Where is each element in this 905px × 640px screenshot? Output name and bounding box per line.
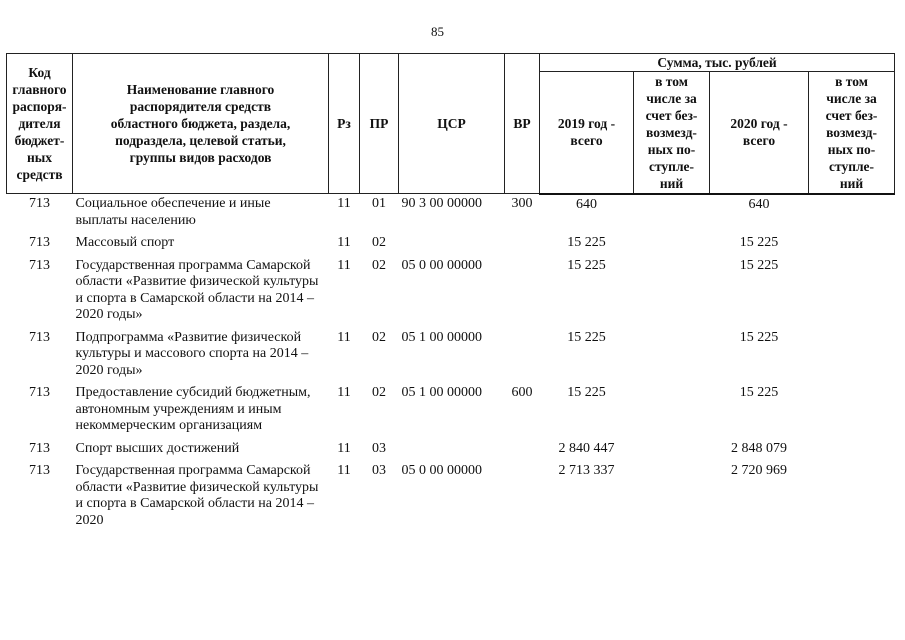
cell-2019-free (634, 439, 710, 462)
cell-name: Спорт высших достижений (75, 440, 240, 456)
cell-2020-free (809, 194, 895, 234)
cell-2019-total: 2 713 337 (558, 463, 615, 478)
cell-2019-free (634, 194, 710, 234)
cell-2019-free (634, 328, 710, 384)
table-row (7, 383, 895, 439)
cell-2020-total: 15 225 (739, 257, 779, 273)
cell-csr (399, 233, 505, 256)
page-number: 85 (431, 24, 444, 39)
cell-code: 713 (29, 440, 50, 456)
header-vr: ВР (505, 54, 540, 194)
cell-name: Государственная программа Самарской области «Развитие физической культуры и спорта в Самарской области на 2014 – 2020 годы» (75, 257, 319, 322)
cell-rz: 11 (337, 235, 351, 250)
cell-vr (505, 439, 540, 462)
table-row (7, 461, 895, 533)
cell-2019-free (634, 233, 710, 256)
cell-2019-free (634, 256, 710, 328)
cell-code: 713 (29, 463, 50, 478)
header-2019-free: в том числе за счет без- возмезд- ных по- ступле- ний (634, 72, 710, 194)
table-row (7, 194, 895, 234)
cell-name: Социальное обеспечение и иные выплаты населению (75, 196, 271, 228)
cell-rz: 11 (337, 440, 351, 456)
cell-pr: 03 (372, 463, 386, 478)
table-row (7, 328, 895, 384)
cell-pr: 02 (372, 235, 386, 250)
cell-rz: 11 (337, 196, 351, 211)
header-2020-total: 2020 год - всего (710, 72, 809, 194)
cell-2020-free (809, 256, 895, 328)
cell-csr: 90 3 00 00000 (401, 196, 482, 211)
cell-2019-total: 2 840 447 (558, 440, 615, 456)
table-row (7, 256, 895, 328)
cell-pr: 02 (372, 257, 386, 273)
cell-2020-total: 15 225 (739, 385, 779, 400)
cell-2019-total: 15 225 (567, 385, 606, 400)
cell-vr: 300 (511, 196, 533, 211)
cell-rz: 11 (337, 257, 351, 273)
header-2019-total: 2019 год - всего (540, 72, 634, 194)
cell-2020-total: 15 225 (739, 235, 779, 250)
header-row-top (7, 54, 895, 72)
cell-code: 713 (29, 329, 50, 345)
cell-name: Подпрограмма «Развитие физической культуры и массового спорта на 2014 – 2020 годы» (75, 329, 309, 378)
cell-code: 713 (29, 235, 50, 250)
cell-vr (505, 328, 540, 384)
cell-2020-total: 2 720 969 (731, 463, 787, 478)
cell-2019-total: 15 225 (567, 257, 606, 273)
cell-vr: 600 (511, 385, 533, 400)
cell-csr: 05 1 00 00000 (401, 385, 482, 400)
cell-2020-free (809, 439, 895, 462)
cell-pr: 02 (372, 329, 386, 345)
cell-2020-total: 2 848 079 (731, 440, 787, 456)
cell-csr: 05 0 00 00000 (401, 257, 482, 273)
cell-rz: 11 (337, 329, 351, 345)
cell-2020-total: 15 225 (739, 329, 779, 345)
cell-name: Массовый спорт (75, 235, 175, 250)
cell-2020-total: 640 (748, 196, 770, 212)
cell-rz: 11 (337, 385, 351, 400)
cell-pr: 02 (372, 385, 386, 400)
cell-csr: 05 1 00 00000 (401, 329, 482, 345)
header-rz: Рз (329, 54, 360, 194)
cell-csr (399, 439, 505, 462)
table-row (7, 439, 895, 462)
header-code: Код главного распоря- дителя бюджет- ных средств (7, 54, 73, 194)
table-row (7, 233, 895, 256)
header-name: Наименование главного распорядителя средств областного бюджета, раздела, подраздела, целевой статьи, группы видов расходов (73, 54, 329, 194)
cell-vr (505, 233, 540, 256)
cell-2019-total: 15 225 (567, 235, 606, 250)
cell-pr: 01 (372, 196, 386, 211)
cell-rz: 11 (337, 463, 351, 478)
cell-name: Государственная программа Самарской области «Развитие физической культуры и спорта в Самарской области на 2014 – 2020 (75, 463, 319, 528)
cell-2019-total: 15 225 (567, 329, 606, 345)
cell-vr (505, 461, 540, 533)
cell-pr: 03 (372, 440, 386, 456)
budget-table (6, 53, 895, 533)
cell-csr: 05 0 00 00000 (401, 463, 482, 478)
cell-2020-free (809, 461, 895, 533)
cell-vr (505, 256, 540, 328)
cell-2019-free (634, 461, 710, 533)
header-sum-group: Сумма, тыс. рублей (540, 54, 895, 72)
cell-code: 713 (29, 196, 50, 211)
header-2020-free: в том числе за счет без- возмезд- ных по- ступле- ний (809, 72, 895, 194)
header-csr: ЦСР (399, 54, 505, 194)
cell-name: Предоставление субсидий бюджетным, автономным учреждениям и иным некоммерческим организациям (75, 385, 311, 433)
cell-2019-total: 640 (576, 196, 597, 212)
cell-2019-free (634, 383, 710, 439)
cell-code: 713 (29, 257, 50, 273)
cell-2020-free (809, 233, 895, 256)
header-pr: ПР (360, 54, 399, 194)
cell-code: 713 (29, 385, 50, 400)
cell-2020-free (809, 328, 895, 384)
cell-2020-free (809, 383, 895, 439)
